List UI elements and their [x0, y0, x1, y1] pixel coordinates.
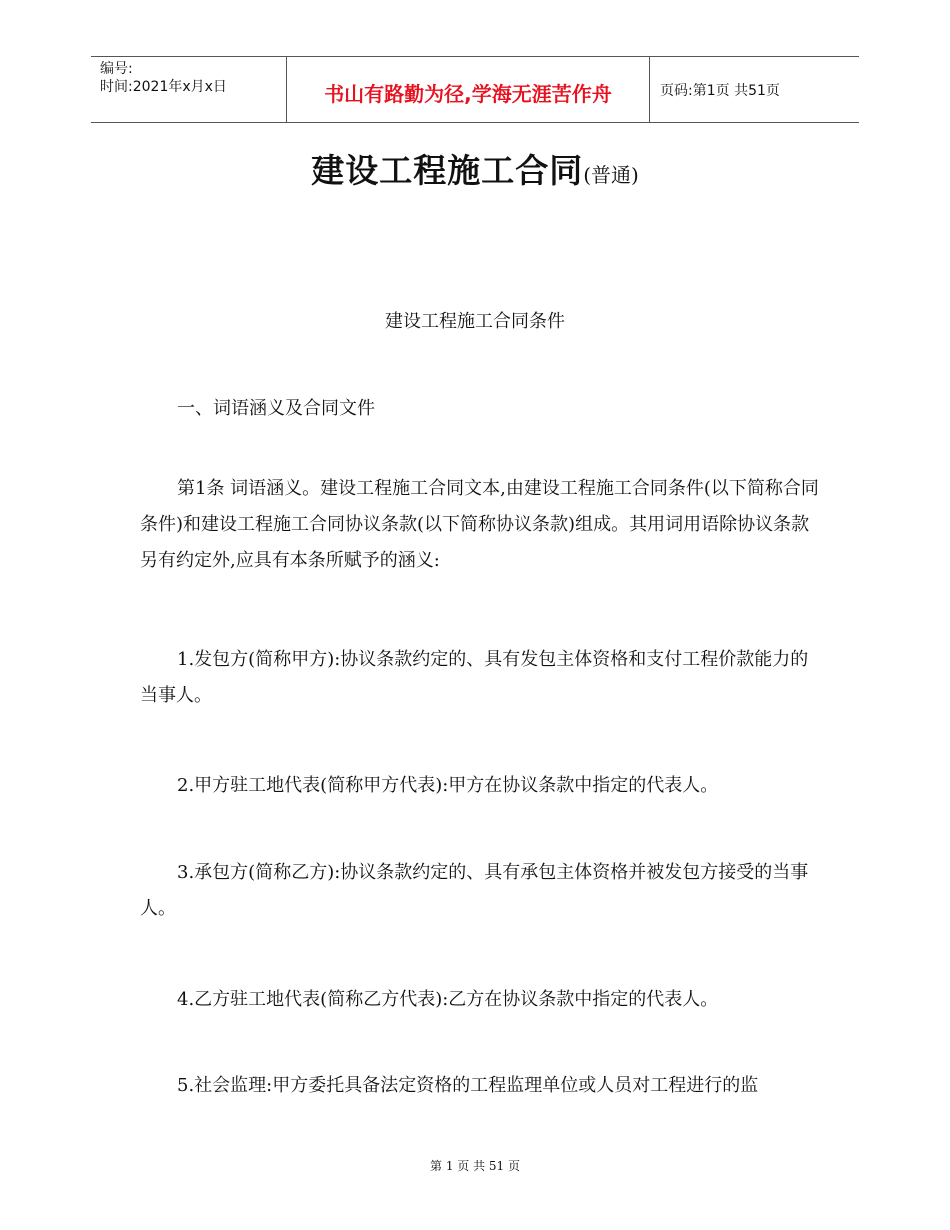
- document-title: [0, 145, 950, 192]
- header-meta: [100, 60, 227, 96]
- header-bottom-rule: [91, 122, 859, 123]
- header-page-info: 页码:第1页 共51页: [660, 83, 780, 99]
- document-number-label: 编号:: [100, 61, 133, 77]
- section-title: 建设工程施工合同条件: [385, 311, 565, 332]
- definition-item-1: 1.发包方(简称甲方):协议条款约定的、具有发包主体资格和支付工程价款能力的当事人。: [140, 649, 809, 706]
- document-title-sub: (普通): [583, 163, 639, 187]
- definition-item-5: 5.社会监理:甲方委托具备法定资格的工程监理单位或人员对工程进行的监: [177, 1075, 759, 1096]
- document-time-label: 时间:2021年x月x日: [100, 79, 227, 95]
- definition-item-4: 4.乙方驻工地代表(简称乙方代表):乙方在协议条款中指定的代表人。: [177, 989, 719, 1010]
- definition-item-3: 3.承包方(简称乙方):协议条款约定的、具有承包主体资格并被发包方接受的当事人。: [140, 862, 809, 919]
- header-motto: 书山有路勤为径,学海无涯苦作舟: [324, 82, 612, 106]
- page-footer: 第 1 页 共 51 页: [430, 1159, 520, 1173]
- header-top-rule: [91, 56, 859, 57]
- chapter-heading: 一、词语涵义及合同文件: [177, 398, 375, 419]
- document-title-main: 建设工程施工合同: [311, 151, 584, 190]
- header-divider-right: [649, 56, 650, 122]
- article-1-paragraph: 第1条 词语涵义。建设工程施工合同文本,由建设工程施工合同条件(以下简称合同条件)和建设工程施工合同协议条款(以下简称协议条款)组成。其用词用语除协议条款另有约定外,应具有本条所赋予的涵义:: [140, 478, 819, 571]
- definition-item-2: 2.甲方驻工地代表(简称甲方代表):甲方在协议条款中指定的代表人。: [177, 775, 719, 796]
